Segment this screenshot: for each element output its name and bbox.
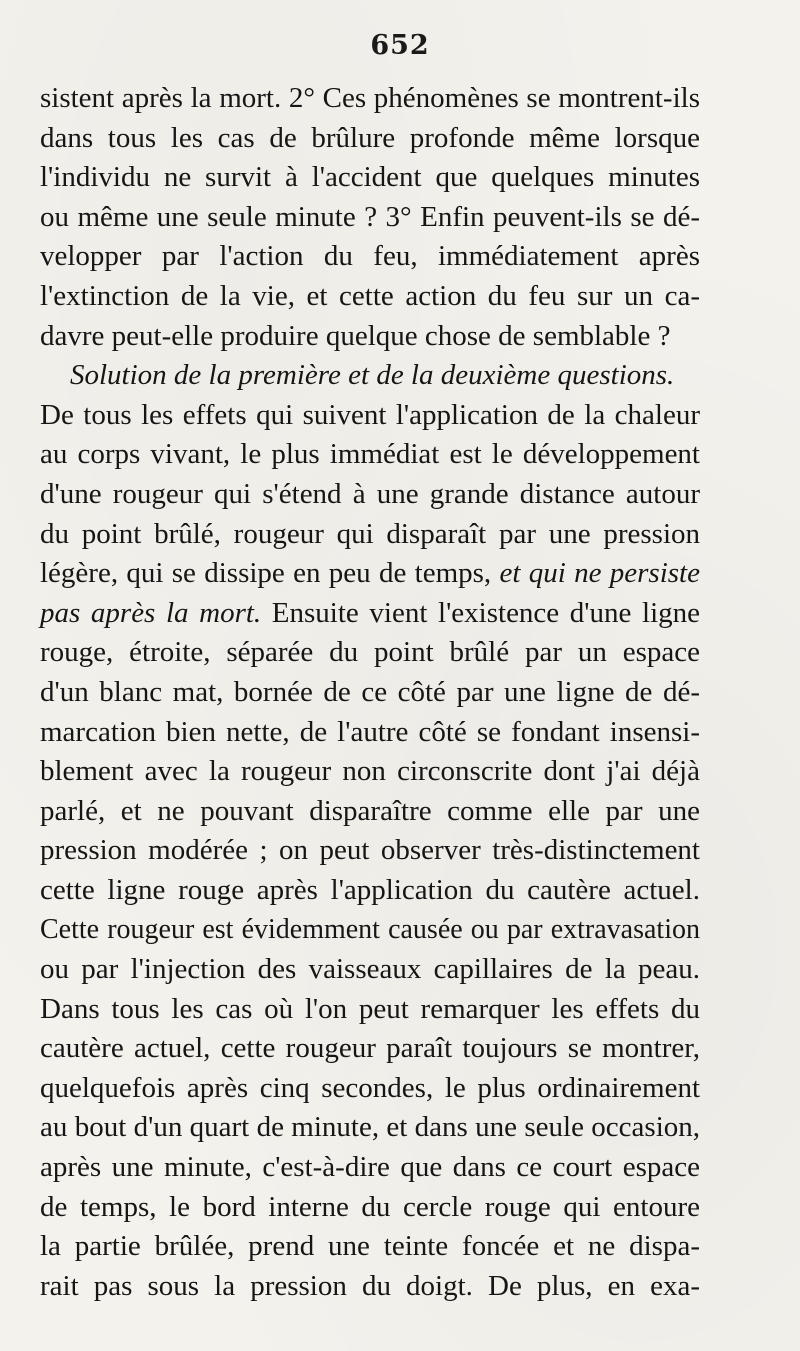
body-text [40, 79, 700, 1306]
text-line: De tous les effets qui suivent l'application de la chaleur [40, 398, 700, 431]
text-line: ou même une seule minute ? 3° Enfin peuvent-ils se dé- [40, 200, 700, 233]
text-line: de temps, le bord interne du cercle rouge qui entoure [40, 1190, 700, 1223]
text-line: ou par l'injection des vaisseaux capillaires de la peau. [40, 953, 700, 986]
text-line: sistent après la mort. 2° Ces phénomènes se montrent-ils [40, 82, 700, 114]
text-line: l'extinction de la vie, et cette action du feu sur un ca- [40, 279, 700, 312]
text-span: légère, qui se dissipe en peu de temps, [40, 557, 500, 590]
text-line: du point brûlé, rougeur qui disparaît par une pression [40, 517, 700, 550]
text-line: dans tous les cas de brûlure profonde même lorsque [40, 121, 700, 154]
text-line: blement avec la rougeur non circonscrite dont j'ai déjà [40, 755, 700, 788]
text-line: pression modérée ; on peut observer très-distinctement [40, 834, 700, 867]
emphasis-text: pas après la mort. [40, 596, 262, 629]
text-line: Cette rougeur est évidemment causée ou par extravasation [40, 914, 700, 946]
text-line: Dans tous les cas où l'on peut remarquer les effets du [40, 992, 700, 1025]
section-heading: Solution de la première et de la deuxième questions. [70, 359, 675, 392]
text-line: parlé, et ne pouvant disparaître comme elle par une [40, 794, 700, 827]
text-line: marcation bien nette, de l'autre côté se fondant insensi- [40, 715, 700, 748]
text-line: la partie brûlée, prend une teinte foncée et ne dispa- [40, 1230, 700, 1263]
text-line: l'individu ne survit à l'accident que quelques minutes [40, 161, 700, 194]
text-line: d'un blanc mat, bornée de ce côté par une ligne de dé- [40, 675, 700, 708]
text-line [40, 594, 700, 634]
text-line: quelquefois après cinq secondes, le plus ordinairement [40, 1071, 700, 1104]
page-number: 652 [370, 30, 430, 61]
text-line: rait pas sous la pression du doigt. De plus, en exa- [40, 1269, 700, 1302]
text-line: d'une rougeur qui s'étend à une grande distance autour [40, 477, 700, 510]
text-line: velopper par l'action du feu, immédiatement après [40, 240, 700, 273]
text-line: rouge, étroite, séparée du point brûlé par un espace [40, 636, 700, 669]
text-line: au corps vivant, le plus immédiat est le développement [40, 438, 700, 471]
text-line: après une minute, c'est-à-dire que dans ce court espace [40, 1151, 700, 1184]
text-span: Ensuite vient l'existence d'une ligne [261, 596, 700, 629]
text-line: davre peut-elle produire quelque chose de semblable ? [40, 319, 671, 352]
text-line: cette ligne rouge après l'application du cautère actuel. [40, 873, 700, 906]
text-line: au bout d'un quart de minute, et dans une seule occasion, [40, 1111, 700, 1144]
text-line: cautère actuel, cette rougeur paraît toujours se montrer, [40, 1032, 700, 1065]
text-line [40, 554, 700, 594]
emphasis-text: et qui ne persiste [499, 557, 700, 590]
